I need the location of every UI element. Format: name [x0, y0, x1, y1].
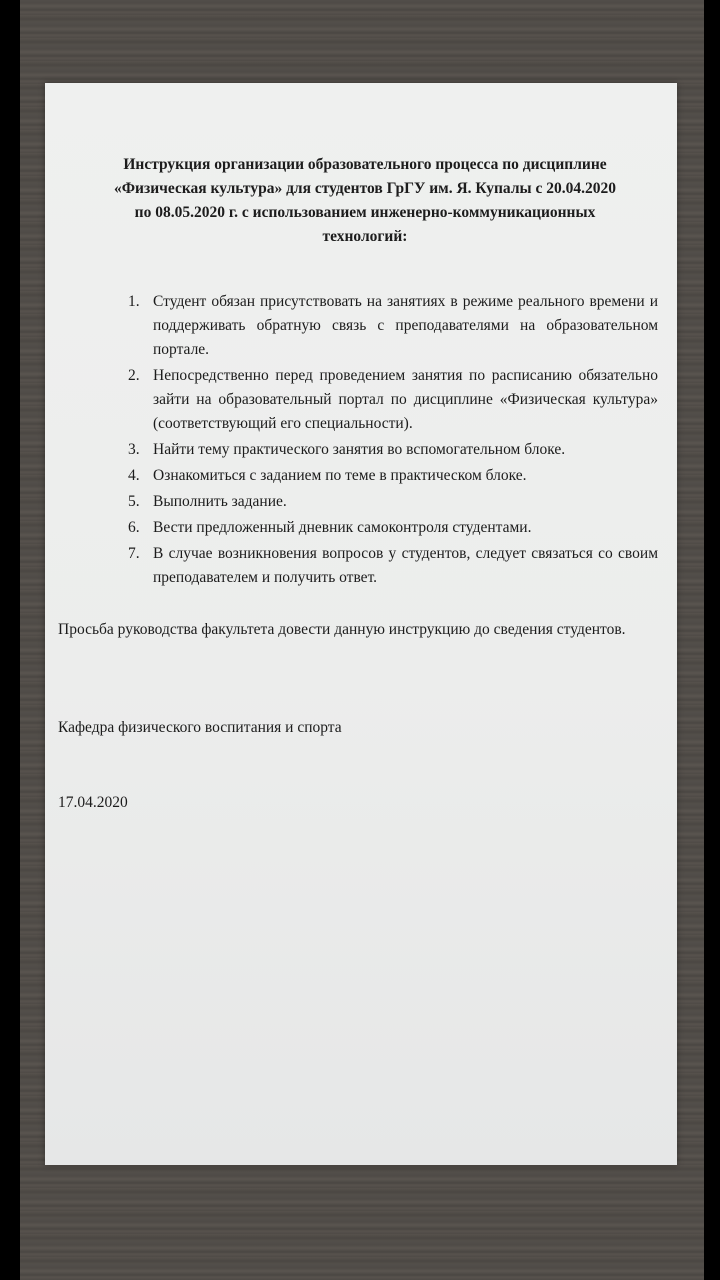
document-date: 17.04.2020 [58, 794, 128, 811]
request-note: Просьба руководства факультета довести данную инструкцию до сведения студентов. [58, 621, 626, 638]
item-text: Ознакомиться с заданием по теме в практическом блоке. [153, 467, 527, 484]
item-number: 5. [128, 493, 140, 510]
title-line: «Физическая культура» для студентов ГрГУ им. Я. Купалы с 20.04.2020 [113, 180, 616, 197]
item-text: Найти тему практического занятия во вспомогательном блоке. [153, 441, 566, 458]
list-item [128, 464, 658, 488]
item-number: 1. [128, 293, 140, 310]
instruction-list [128, 290, 658, 592]
list-item [128, 364, 658, 436]
item-number: 7. [128, 545, 140, 562]
department-signature: Кафедра физического воспитания и спорта [58, 719, 342, 736]
title-line: технологий: [322, 228, 408, 245]
item-number: 3. [128, 441, 140, 458]
item-text: Выполнить задание. [153, 493, 287, 510]
item-text: Непосредственно перед проведением занятия по расписанию обязательно зайти на образовательный портал по дисциплине «Физическая культура» (соответствующий его специальности). [153, 367, 658, 432]
list-item [128, 438, 658, 462]
title-line: Инструкция организации образовательного процесса по дисциплине [123, 156, 607, 173]
document-title [60, 153, 670, 249]
title-line: по 08.05.2020 г. с использованием инженерно-коммуникационных [134, 204, 596, 221]
item-text: Вести предложенный дневник самоконтроля студентами. [153, 519, 532, 536]
list-item [128, 542, 658, 590]
list-item [128, 290, 658, 362]
item-text: Студент обязан присутствовать на занятиях в режиме реального времени и поддерживать обратную связь с преподавателями на образовательном портале. [153, 293, 658, 358]
item-text: В случае возникновения вопросов у студентов, следует связаться со своим преподавателем и получить ответ. [153, 545, 658, 586]
item-number: 4. [128, 467, 140, 484]
item-number: 2. [128, 367, 140, 384]
list-item [128, 516, 658, 540]
item-number: 6. [128, 519, 140, 536]
list-item [128, 490, 658, 514]
